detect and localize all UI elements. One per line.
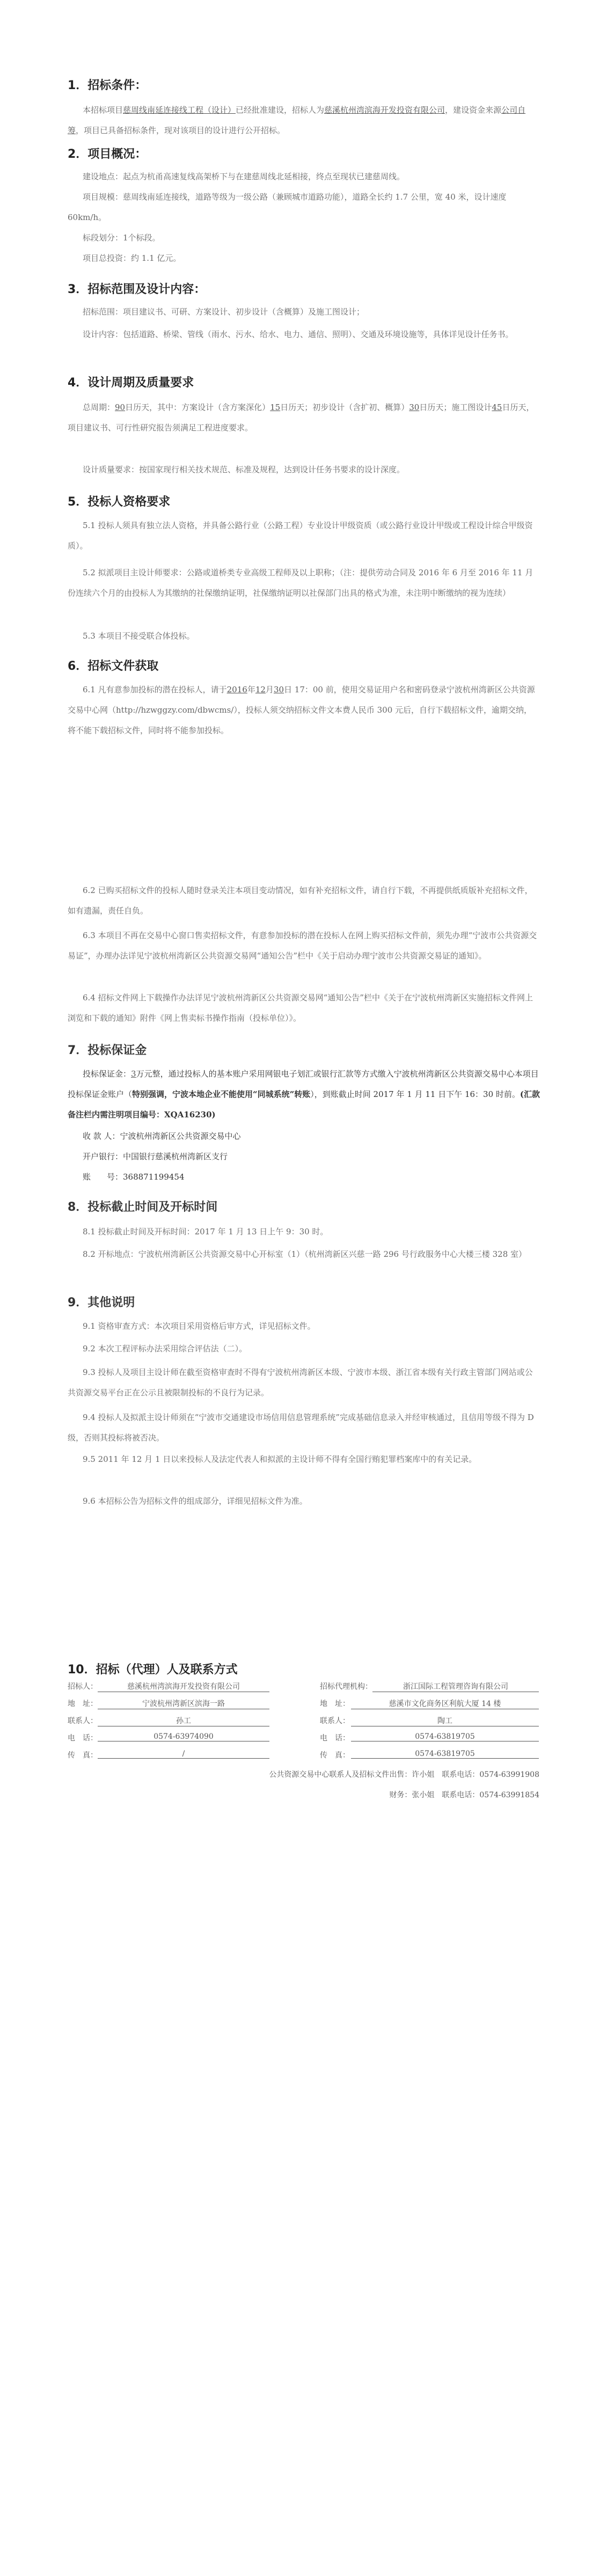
section-3-scope: 招标范围：项目建议书、可研、方案设计、初步设计（含概算）及施工图设计；: [83, 307, 365, 317]
section-9-6: 9.6 本招标公告为招标文件的组成部分，详细见招标文件为准。: [83, 1496, 308, 1506]
contact-row-address: 地 址： 宁波杭州湾新区滨海一路 地 址： 慈溪市文化商务区利航大厦 14 楼: [68, 1698, 540, 1714]
section-9-3: 9.3 投标人及项目主设计师在截至资格审查时不得有宁波杭州湾新区本级、宁波市本级、浙江省本级有关行政主管部门网站或公共资源交易平台正在公示且被限制投标的不良行为记录。: [68, 1367, 533, 1397]
contact-row-fax: 传 真： / 传 真： 0574-63819705: [68, 1750, 540, 1766]
section-6-4: 6.4 招标文件网上下载操作办法详见宁波杭州湾新区公共资源交易网“通知公告”栏中《关于在宁波杭州湾新区实施招标文件网上浏览和下载的通知》附件《网上售卖标书操作指南（投标单位）》。: [68, 993, 533, 1023]
section-8-title: 8．投标截止时间及开标时间: [68, 1201, 218, 1214]
section-7-payee: 收 款 人：宁波杭州湾新区公共资源交易中心: [83, 1131, 241, 1141]
section-9-title: 9．其他说明: [68, 1296, 135, 1309]
section-5-title: 5．投标人资格要求: [68, 495, 171, 509]
section-5-consortium: 5.3 本项目不接受联合体投标。: [83, 631, 195, 641]
section-6-1: 6.1 凡有意参加投标的潜在投标人，请于2016年12月30日 17：00 前，使用交易证用户名和密码登录宁波杭州湾新区公共资源交易中心网（http://hzwggzy.com/dbwcms/），投标人须交纳招标文件文本费人民币 300 元后，自行下载招标文件，逾期交纳，将不能下载招标文件，同时将不能参加投标。: [68, 685, 535, 735]
fund-source: 公司自筹: [68, 105, 526, 135]
section-2-lots: 标段划分：1个标段。: [83, 233, 160, 243]
section-7-title: 7．投标保证金: [68, 1044, 147, 1057]
section-10-title: 10．招标（代理）人及联系方式: [68, 1663, 238, 1677]
section-9-4: 9.4 投标人及拟派主设计师须在“宁波市交通建设市场信用信息管理系统”完成基础信息录入并经审核通过，且信用等级不得为 D 级，否则其投标将被否决。: [68, 1413, 534, 1443]
section-3-content: 设计内容：包括道路、桥梁、管线（雨水、污水、给水、电力、通信、照明）、交通及环境设施等，具体详见设计任务书。: [83, 330, 514, 339]
section-8-2: 8.2 开标地点：宁波杭州湾新区公共资源交易中心开标室（1）（杭州湾新区兴慈一路 296 号行政服务中心大楼三楼 328 室）: [83, 1249, 527, 1259]
section-7-account: 账 号：368871199454: [83, 1172, 185, 1182]
section-1-title: 1．招标条件：: [68, 79, 147, 92]
section-2-location: 建设地点：起点为杭甬高速复线高架桥下与在建慈周线北延相接，终点至现状已建慈周线。: [83, 172, 405, 181]
footer-finance-contact: 财务：张小姐 联系电话：0574-63991854: [389, 1791, 539, 1799]
section-2-investment: 项目总投资：约 1.1 亿元。: [83, 253, 181, 263]
section-9-2: 9.2 本次工程评标办法采用综合评估法（二）。: [83, 1344, 247, 1353]
section-2-scale: 项目规模：慈周线南延连接线，道路等级为一级公路（兼顾城市道路功能），道路全长约 1.7 公里，宽 40 米，设计速度 60km/h。: [68, 192, 507, 222]
section-1-text: 本招标项目慈周线南延连接线工程（设计）已经批准建设，招标人为慈溪杭州湾滨海开发投资有限公司，建设资金来源公司自筹，项目已具备招标条件，现对该项目的设计进行公开招标。: [68, 105, 526, 135]
section-4-period: 总周期：90日历天，其中：方案设计（含方案深化）15日历天；初步设计（含扩初、概算）30日历天；施工图设计45日历天，项目建议书、可行性研究报告须满足工程进度要求。: [68, 402, 535, 433]
section-3-title: 3．招标范围及设计内容：: [68, 283, 206, 296]
contact-row-person: 联系人： 孙工 联系人： 陶工: [68, 1715, 540, 1731]
section-5-qualification: 5.1 投标人须具有独立法人资格，并具备公路行业（公路工程）专业设计甲级资质（或公路行业设计甲级或工程设计综合甲级资质）。: [68, 521, 533, 551]
agent-value: 浙江国际工程管理咨询有限公司: [372, 1681, 539, 1692]
section-9-5: 9.5 2011 年 12 月 1 日以来投标人及法定代表人和拟派的主设计师不得有全国行贿犯罪档案库中的有关记录。: [83, 1454, 477, 1464]
section-2-title: 2．项目概况：: [68, 148, 147, 161]
contact-row-owner: 招标人： 慈溪杭州湾滨海开发投资有限公司 招标代理机构： 浙江国际工程管理咨询有限公司: [68, 1681, 540, 1697]
section-5-designer: 5.2 拟派项目主设计师要求：公路或道桥类专业高级工程师及以上职称；（注：提供劳动合同及 2016 年 6 月至 2016 年 11 月份连续六个月的由投标人为其缴纳的社保缴纳证明，社保缴纳证明以社保部门出具的格式为准，未注明中断缴纳的视为连续）: [68, 568, 533, 598]
owner-value: 慈溪杭州湾滨海开发投资有限公司: [98, 1681, 269, 1692]
section-9-1: 9.1 资格审查方式：本次项目采用资格后审方式，详见招标文件。: [83, 1321, 316, 1331]
section-6-title: 6．招标文件获取: [68, 660, 159, 673]
section-6-3: 6.3 本项目不再在交易中心窗口售卖招标文件，有意参加投标的潜在投标人在网上购买招标文件前，须先办理“宁波市公共资源交易证”，办理办法详见宁波杭州湾新区公共资源交易网“通知公告”栏中《关于启动办理宁波市公共资源交易证的通知》。: [68, 931, 537, 961]
section-7-deposit: 投标保证金：3万元整，通过投标人的基本账户采用网银电子划汇或银行汇款等方式缴入宁波杭州湾新区公共资源交易中心本项目投标保证金账户（特别强调，宁波本地企业不能使用“同城系统”转账），到账截止时间 2017 年 1 月 11 日下午 16：30 时前。(汇款备注栏内需注明项目编号：XQA16230): [68, 1069, 540, 1119]
section-8-1: 8.1 投标截止时间及开标时间：2017 年 1 月 13 日上午 9：30 时。: [83, 1227, 328, 1236]
owner-name: 慈溪杭州湾滨海开发投资有限公司: [324, 105, 445, 115]
contact-row-tel: 电 话： 0574-63974090 电 话： 0574-63819705: [68, 1732, 540, 1748]
section-4-quality: 设计质量要求：按国家现行相关技术规范、标准及规程，达到设计任务书要求的设计深度。: [83, 465, 405, 474]
project-name: 慈周线南延连接线工程（设计）: [123, 105, 236, 115]
section-4-title: 4．设计周期及质量要求: [68, 376, 194, 390]
section-7-bank: 开户银行：中国银行慈溪杭州湾新区支行: [83, 1152, 228, 1161]
section-6-2: 6.2 已购买招标文件的投标人随时登录关注本项目变动情况，如有补充招标文件，请自行下载，不再提供纸质版补充招标文件，如有遗漏，责任自负。: [68, 885, 533, 916]
footer-trading-center-contact: 公共资源交易中心联系人及招标文件出售：许小姐 联系电话：0574-63991908: [269, 1770, 539, 1779]
